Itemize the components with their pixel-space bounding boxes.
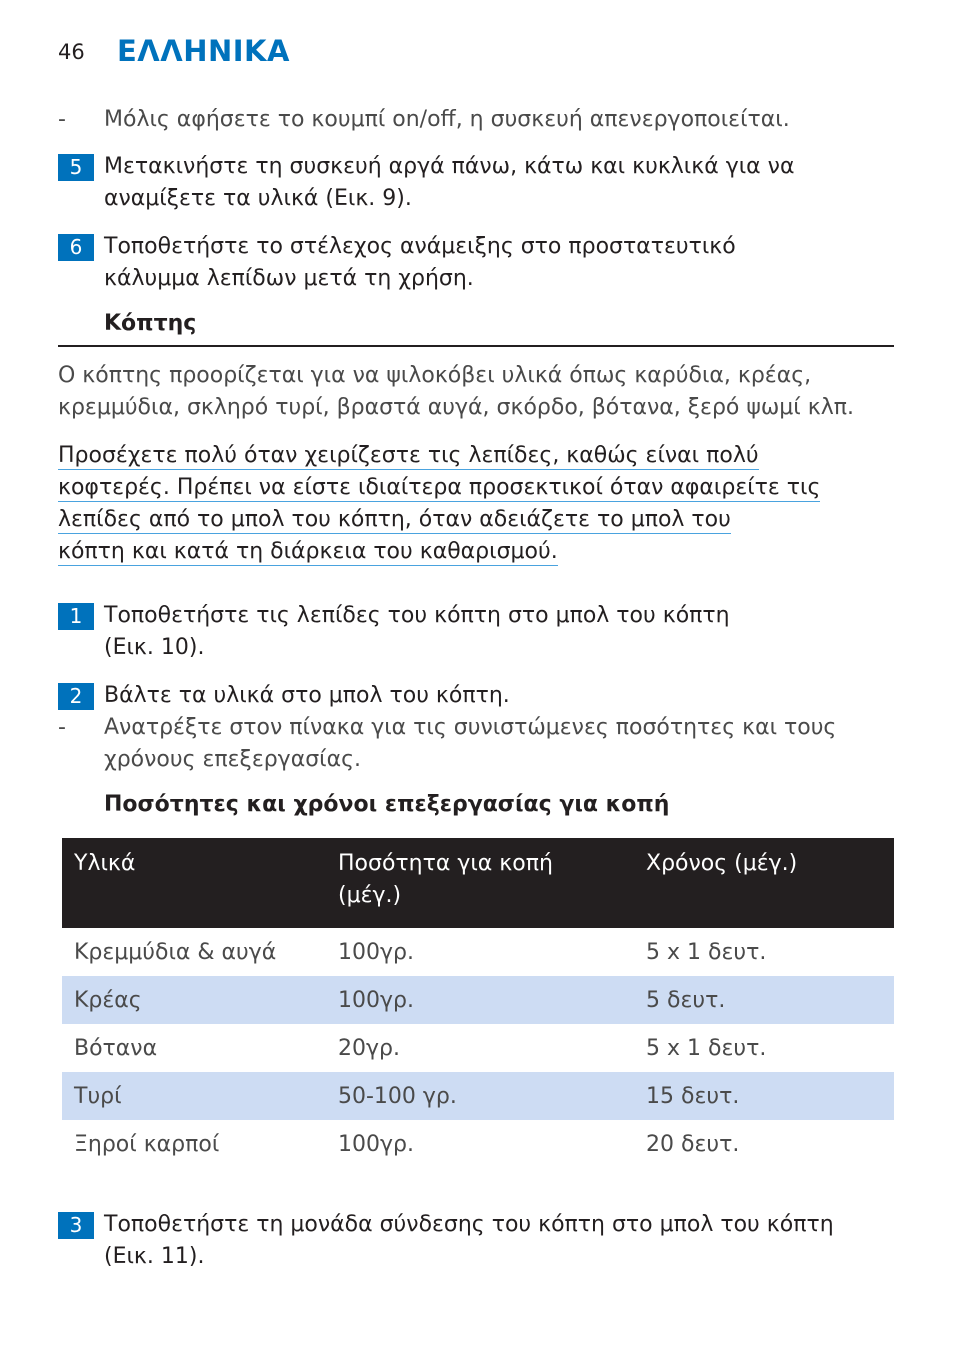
table-cell: 5 δευτ.: [634, 976, 894, 1024]
section-title: Κόπτης: [104, 311, 197, 336]
step-text: Τοποθετήστε το στέλεχος ανάμειξης στο προστατευτικό κάλυμμα λεπίδων μετά τη χρήση.: [104, 234, 736, 291]
warning-line: κοφτερές. Πρέπει να είστε ιδιαίτερα προσεκτικοί όταν αφαιρείτε τις: [58, 475, 821, 500]
step-6: [58, 231, 896, 295]
table-row: [62, 1024, 894, 1072]
step-1: [58, 600, 896, 664]
warning-line: λεπίδες από το μπολ του κόπτη, όταν αδειάζετε το μπολ του: [58, 507, 731, 532]
processing-table: [62, 838, 894, 1168]
warning-text: [58, 440, 896, 568]
warning-line: Προσέχετε πολύ όταν χειρίζεστε τις λεπίδες, καθώς είναι πολύ: [58, 443, 759, 468]
table-cell: 5 x 1 δευτ.: [646, 939, 767, 965]
table-cell: 100γρ.: [338, 1131, 414, 1157]
table-cell: 50-100 γρ.: [326, 1072, 634, 1120]
table-cell: Κρεμμύδια & αυγά: [74, 939, 277, 965]
table-cell: 20γρ.: [338, 1035, 400, 1061]
step-2: [58, 680, 896, 712]
section-intro: Ο κόπτης προορίζεται για να ψιλοκόβει υλικά όπως καρύδια, κρέας, κρεμμύδια, σκληρό τυρί, βραστά αυγά, σκόρδο, βότανα, ξερό ψωμί κλπ.: [58, 363, 854, 420]
language-title: ΕΛΛΗΝΙΚΑ: [117, 34, 290, 68]
table-cell: Βότανα: [74, 1035, 158, 1061]
table-title: Ποσότητες και χρόνοι επεξεργασίας για κοπή: [104, 792, 670, 817]
warning-line: κόπτη και κατά τη διάρκεια του καθαρισμού.: [58, 539, 558, 564]
table-row: [62, 976, 894, 1024]
column-header: Ποσότητα για κοπή (μέγ.): [326, 838, 634, 928]
table-cell: Κρέας: [62, 976, 326, 1024]
table-cell: 100γρ.: [338, 939, 414, 965]
sub-dash-item: - Ανατρέξτε στον πίνακα για τις συνιστώμενες ποσότητες και τους χρόνους επεξεργασίας.: [58, 715, 837, 772]
table-row: [62, 1072, 894, 1120]
step-text: Τοποθετήστε τη μονάδα σύνδεσης του κόπτη στο μπολ του κόπτη (Εικ. 11).: [104, 1212, 834, 1269]
table-cell: 20 δευτ.: [646, 1131, 740, 1157]
step-3: [58, 1209, 896, 1273]
column-header: Χρόνος (μέγ.): [634, 838, 894, 928]
section-divider: [58, 345, 894, 347]
table-cell: 100γρ.: [326, 976, 634, 1024]
step-text: Μετακινήστε τη συσκευή αργά πάνω, κάτω και κυκλικά για να αναμίξετε τα υλικά (Εικ. 9).: [104, 154, 795, 211]
step-text: Τοποθετήστε τις λεπίδες του κόπτη στο μπολ του κόπτη (Εικ. 10).: [104, 603, 730, 660]
step-number-badge: 5: [58, 154, 94, 181]
step-5: [58, 151, 896, 215]
step-number-badge: 6: [58, 234, 94, 261]
step-number-badge: 3: [58, 1212, 94, 1239]
step-number-badge: 2: [58, 683, 94, 710]
column-header: Υλικά: [62, 838, 326, 928]
table-cell: 15 δευτ.: [634, 1072, 894, 1120]
table-cell: Τυρί: [62, 1072, 326, 1120]
page-number: 46: [58, 40, 85, 64]
table-cell: 5 x 1 δευτ.: [646, 1035, 767, 1061]
table-header-row: [62, 838, 894, 928]
step-text: Βάλτε τα υλικά στο μπολ του κόπτη.: [104, 683, 510, 708]
table-cell: Ξηροί καρποί: [74, 1131, 220, 1157]
intro-dash-item: - Μόλις αφήσετε το κουμπί on/off, η συσκευή απενεργοποιείται.: [58, 107, 790, 132]
step-number-badge: 1: [58, 603, 94, 630]
table-row: [62, 928, 894, 976]
table-row: [62, 1120, 894, 1168]
